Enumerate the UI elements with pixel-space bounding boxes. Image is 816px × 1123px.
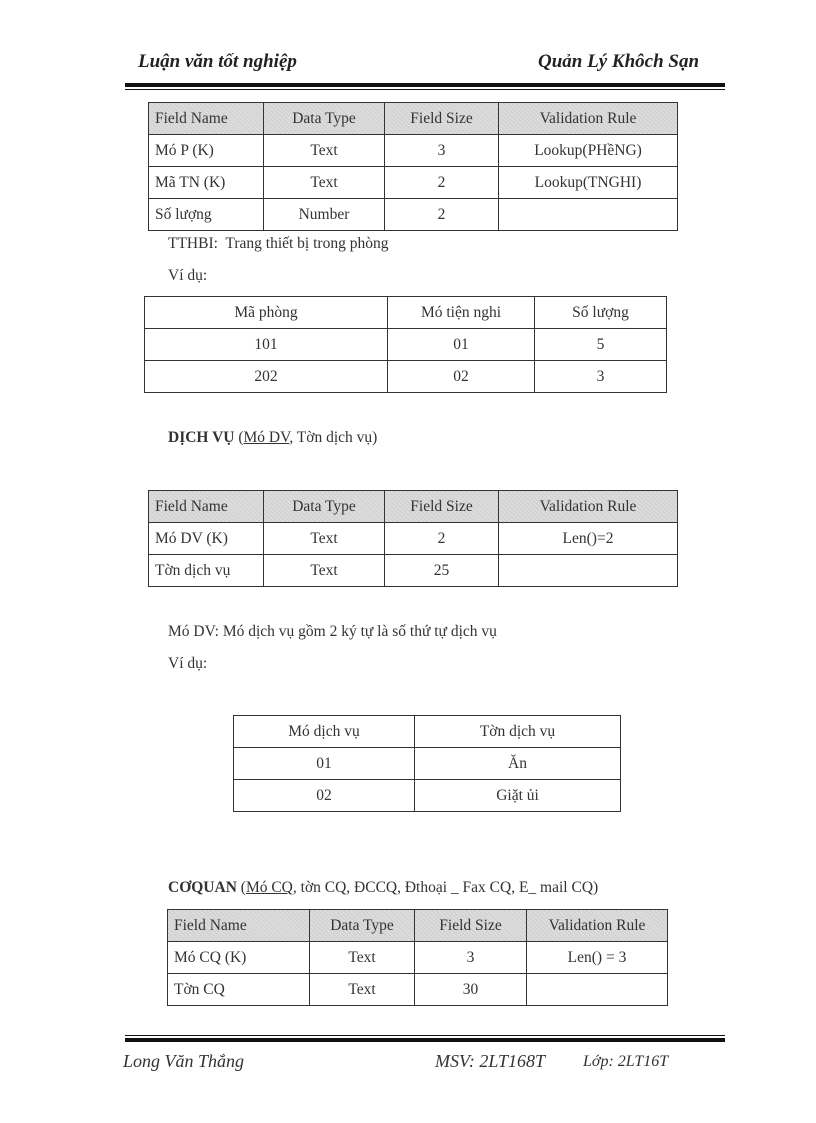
- tthbi-label: TTHBI:: [168, 235, 218, 252]
- coquan-paren: (: [240, 879, 246, 896]
- table-row: [149, 167, 678, 199]
- dichvu-paren: (: [238, 429, 244, 446]
- table-cell: 01: [388, 329, 535, 361]
- table-cell: 02: [388, 361, 535, 393]
- table-cell: Mã TN (K): [149, 167, 264, 199]
- table-cell: 01: [234, 748, 415, 780]
- table-cell: Số lượng: [149, 199, 264, 231]
- table-cell: [499, 555, 678, 587]
- col-header: Số lượng: [535, 297, 667, 329]
- table-cell: Tờn dịch vụ: [149, 555, 264, 587]
- table-cell: Giặt ủi: [415, 780, 621, 812]
- table-cell: Lookup(TNGHI): [499, 167, 678, 199]
- table-cell: Tờn CQ: [168, 974, 310, 1006]
- col-header: Mó tiện nghi: [388, 297, 535, 329]
- dichvu-heading: [168, 429, 377, 447]
- table-row: [149, 135, 678, 167]
- footer-rule-thin: [125, 1035, 725, 1036]
- table-cell: 3: [385, 135, 499, 167]
- table-row: [145, 329, 667, 361]
- modv-note: Mó DV: Mó dịch vụ gồm 2 ký tự là số thứ tự dịch vụ: [168, 623, 497, 640]
- table-cell: Mó P (K): [149, 135, 264, 167]
- table-cell: Text: [310, 942, 415, 974]
- table-header-row: [168, 910, 668, 942]
- dichvu-key: Mó DV: [243, 429, 290, 446]
- table-cell: 101: [145, 329, 388, 361]
- table-cell: Text: [264, 167, 385, 199]
- field-table-coquan: [167, 909, 668, 1006]
- table-row: [168, 974, 668, 1006]
- header-right: Quản Lý Khôch Sạn: [538, 51, 700, 72]
- table-cell: Text: [264, 523, 385, 555]
- table-cell: Ăn: [415, 748, 621, 780]
- table-cell: Text: [264, 135, 385, 167]
- table-header-row: [149, 103, 678, 135]
- table-cell: Lookup(PHềNG): [499, 135, 678, 167]
- table-cell: [527, 974, 668, 1006]
- example-table-rooms: [144, 296, 667, 393]
- table-header-row: [149, 491, 678, 523]
- table-cell: Mó CQ (K): [168, 942, 310, 974]
- table-cell: [499, 199, 678, 231]
- table-row: [168, 942, 668, 974]
- table-cell: 202: [145, 361, 388, 393]
- col-header: Field Name: [149, 491, 264, 523]
- col-header: Mó dịch vụ: [234, 716, 415, 748]
- col-header: Validation Rule: [527, 910, 668, 942]
- coquan-heading: [168, 879, 598, 897]
- table-row: [149, 199, 678, 231]
- field-table-dichvu: [148, 490, 678, 587]
- tthbi-text: Trang thiết bị trong phòng: [225, 235, 389, 252]
- table-cell: 02: [234, 780, 415, 812]
- table-cell: 2: [385, 523, 499, 555]
- table-cell: 3: [415, 942, 527, 974]
- col-header: Field Size: [385, 103, 499, 135]
- field-table-tthbi: [148, 102, 678, 231]
- table-cell: Text: [310, 974, 415, 1006]
- table-cell: 2: [385, 199, 499, 231]
- col-header: Field Size: [385, 491, 499, 523]
- col-header: Validation Rule: [499, 491, 678, 523]
- footer-lop: Lớp: 2LT16T: [583, 1053, 669, 1070]
- footer-author: Long Văn Thắng: [123, 1051, 245, 1071]
- header-rule-thin: [125, 89, 725, 90]
- table-cell: Len() = 3: [527, 942, 668, 974]
- table-cell: 2: [385, 167, 499, 199]
- footer-rule: [125, 1038, 725, 1042]
- table-cell: Len()=2: [499, 523, 678, 555]
- coquan-key: Mó CQ: [245, 879, 293, 896]
- dichvu-rest: , Tờn dịch vụ): [289, 429, 378, 446]
- col-header: Data Type: [264, 491, 385, 523]
- col-header: Field Size: [415, 910, 527, 942]
- table-header-row: [145, 297, 667, 329]
- table-row: [234, 748, 621, 780]
- table-cell: 25: [385, 555, 499, 587]
- table-cell: Mó DV (K): [149, 523, 264, 555]
- header-rule: [125, 83, 725, 87]
- example-table-services: [233, 715, 621, 812]
- dichvu-title: DỊCH VỤ: [168, 429, 235, 446]
- coquan-rest: , tờn CQ, ĐCCQ, Đthoại _ Fax CQ, E_ mail CQ): [292, 879, 599, 896]
- example-label: Ví dụ:: [168, 655, 208, 672]
- table-cell: 30: [415, 974, 527, 1006]
- table-cell: 3: [535, 361, 667, 393]
- table-row: [149, 523, 678, 555]
- col-header: Tờn dịch vụ: [415, 716, 621, 748]
- col-header: Data Type: [264, 103, 385, 135]
- col-header: Mã phòng: [145, 297, 388, 329]
- table-cell: 5: [535, 329, 667, 361]
- col-header: Field Name: [168, 910, 310, 942]
- table-cell: Text: [264, 555, 385, 587]
- table-cell: Number: [264, 199, 385, 231]
- header-left: Luận văn tốt nghiệp: [138, 51, 297, 72]
- footer-msv: MSV: 2LT168T: [435, 1051, 545, 1071]
- coquan-title: CƠQUAN: [168, 879, 237, 896]
- tthbi-description: [168, 235, 388, 253]
- example-label: Ví dụ:: [168, 267, 208, 284]
- table-row: [145, 361, 667, 393]
- col-header: Validation Rule: [499, 103, 678, 135]
- col-header: Field Name: [149, 103, 264, 135]
- col-header: Data Type: [310, 910, 415, 942]
- table-row: [234, 780, 621, 812]
- table-header-row: [234, 716, 621, 748]
- table-row: [149, 555, 678, 587]
